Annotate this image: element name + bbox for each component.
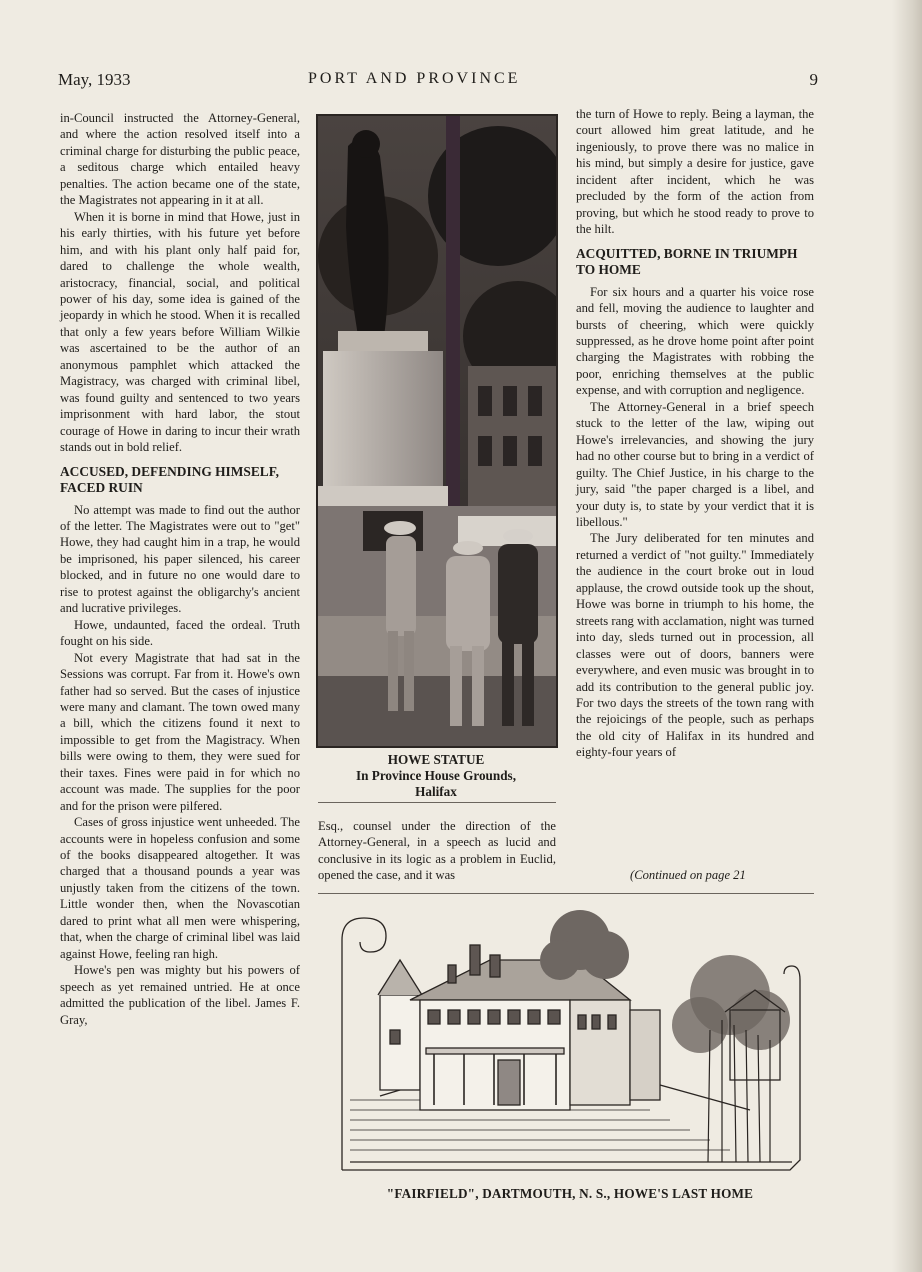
paragraph: When it is borne in mind that Howe, just in his early thirties, with his future yet before him, and with his plant only half paid for, dared to challenge the whole wealth, aristocracy, financial, social, and political power of his day, some idea is gained of the jeopardy in which he stood. When it is recalled that only a few years before William Wilkie was ascertained to be the author of an anonymous pamphlet which attacked the Magistracy, was charged with criminal libel, was found guilty and sentenced to two years imprisonment with hard labor, the stout courage of Howe in daring to incur their wrath stands out in bold relief. (60, 209, 300, 455)
drawing-caption: "FAIRFIELD", DARTMOUTH, N. S., HOWE'S LAST HOME (386, 1186, 754, 1201)
continued-note: (Continued on page 21 (630, 868, 746, 882)
caption-title: HOWE STATUE (387, 752, 485, 767)
running-head (58, 70, 818, 94)
paragraph: Howe, undaunted, faced the ordeal. Truth fought on his side. (60, 617, 300, 649)
page-number: 9 (809, 70, 818, 89)
column-1 (60, 110, 300, 1028)
fairfield-house-drawing (330, 900, 810, 1180)
paragraph: Howe's pen was mighty but his powers of speech as yet remained untried. He at once admitted the publication of the libel. James F. Gray, (60, 963, 300, 1027)
caption-divider (318, 802, 556, 803)
issue-date: May, 1933 (58, 70, 131, 89)
caption-line: Halifax (415, 784, 457, 799)
howe-statue-photo (316, 114, 558, 748)
page-fold-shadow (892, 0, 922, 1272)
paragraph: For six hours and a quarter his voice rose and fell, moving the audience to laughter and bursts of cheering, which were quickly suppressed, as he drove home point after point charging the Magistrates with robbing the poor, enriching themselves at the public expense, and with corruption and negligence. (576, 284, 814, 398)
publication-title: PORT AND PROVINCE (308, 70, 521, 87)
section-divider (318, 893, 814, 894)
paragraph: Cases of gross injustice went unheeded. The accounts were in hopeless confusion and some of the books disappeared altogether. It was charged that a thousand pounds a year was unjustly taken from the citizens of the town. Little wonder then, when the Novascotian dared to print what all men were whispering, that, when the charge of criminal libel was laid against Howe, feeling ran high. (60, 815, 300, 961)
section-heading-accused: ACCUSED, DEFENDING HIMSELF, FACED RUIN (60, 463, 279, 495)
column-2-text (318, 818, 556, 884)
paragraph: The Attorney-General in a brief speech stuck to the letter of the law, wiping out Howe's irrelevancies, and showing the jury had no other course but to bring in a verdict of guilty. The Chief Justice, in his charge to the jury, said "the paper charged is a libel, and your duty is, to state by your verdict that it is libellous." (576, 399, 814, 529)
paragraph: The Jury deliberated for ten minutes and returned a verdict of "not guilty." Immediately the audience in the court broke out in loud applause, the crowd outside took up the shout, Howe was borne in triumph to his home, the streets rang with acclamation, night was turned into day, sleds turned out in procession, all classes were out of doors, banners were everywhere, and even music was brought in to add its contribution to the general public joy. For two days the streets of the town rang with the rejoicings of the people, such as perhaps the old city of Halifax in its hundred and eighty-four years of (576, 531, 814, 760)
column-3 (576, 106, 814, 761)
photo-caption (316, 752, 556, 800)
paragraph: the turn of Howe to reply. Being a layman, the court allowed him great latitude, and he ingeniously, to prove there was no malice in his mind, but simply a desire for justice, gave incident after incident, which he was precluded by the form of the action from proving, but which he stood ready to prove to the hilt. (576, 107, 814, 237)
section-heading-acquitted: ACQUITTED, BORNE IN TRIUMPH TO HOME (576, 245, 798, 277)
paragraph: in-Council instructed the Attorney-General, and where the action resolved itself into a criminal charge for disturbing the public peace, a seditous charge which entailed heavy penalties. The action became one of the state, the Magistrates not appearing in it at all. (60, 111, 300, 208)
paragraph: Esq., counsel under the direction of the Attorney-General, in a speech as lucid and conclusive in its logic as a problem in Euclid, opened the case, and it was (318, 819, 556, 883)
paragraph: No attempt was made to find out the author of the letter. The Magistrates were out to "get" Howe, they had caught him in a trap, he would be imprisoned, his paper silenced, his career blocked, and in future no one would dare to rise to protest against the obligarchy's ancient and lucrative privileges. (60, 502, 300, 616)
paragraph: Not every Magistrate that had sat in the Sessions was corrupt. Far from it. Howe's own father had so served. But the cases of injustice were many and clamant. The town owed many a bill, which the citizens found it next to impossible to get from the Magistracy. When bills were owing to them, they were sued for their taxes. Fines were paid in for which no account was made. The supplies for the poor and for the prison were pilfered. (60, 650, 300, 813)
caption-line: In Province House Grounds, (356, 768, 516, 783)
